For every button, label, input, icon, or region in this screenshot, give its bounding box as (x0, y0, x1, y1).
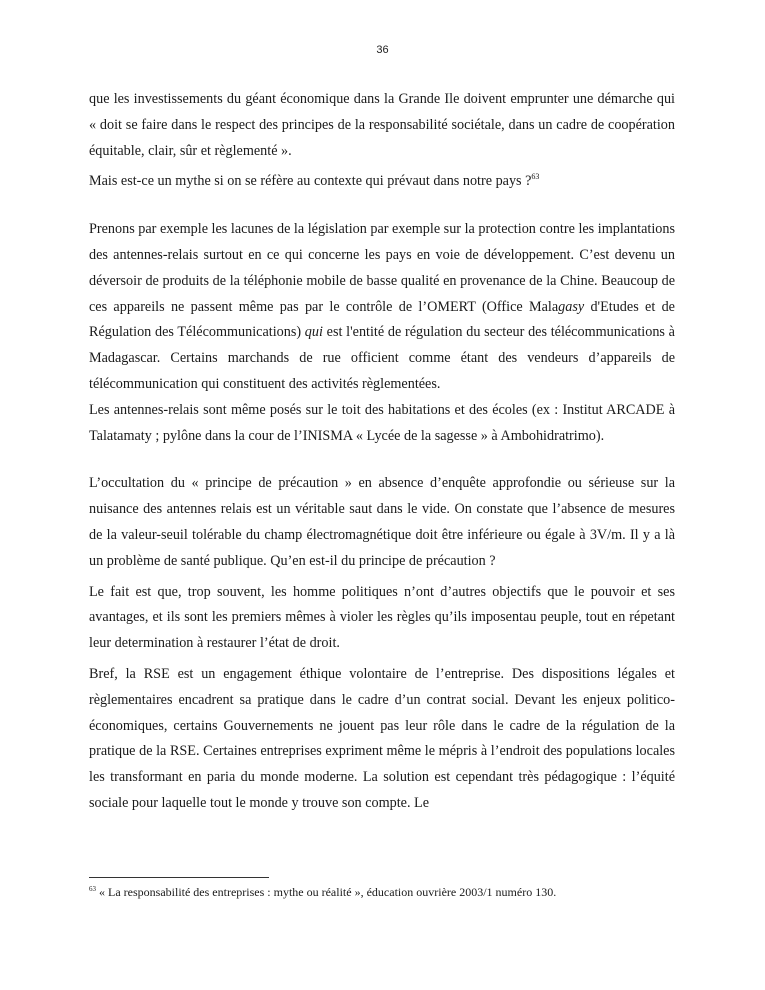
paragraph-3-text-e: est l'entité de régulation du secteur des télécommunications à Madagascar. Certains marchands de rue officient comme étant des vendeurs d’appareils de télécommunication qui constituent des activités règlementées. (89, 324, 675, 392)
paragraph-7: Bref, la RSE est un engagement éthique volontaire de l’entreprise. Des dispositions légales et règlementaires encadrent sa pratique dans le cadre d’un contrat social. Devant les enjeux politico-économiques, certains Gouvernements ne jouent pas leur rôle dans le cadre de la régulation de la pratique de la RSE. Certaines entreprises expriment même le mépris à l’endroit des populations locales les transformant en paria du monde moderne. La solution est cependant très pédagogique : l’équité sociale pour laquelle tout le monde y trouve son compte. Le (89, 665, 675, 811)
paragraph-4: Les antennes-relais sont même posés sur le toit des habitations et des écoles (ex : Institut ARCADE à Talatamaty ; pylône dans la cour de l’INISMA « Lycée de la sagesse » à Ambohidratrimo). (89, 401, 675, 444)
footnote-divider (89, 877, 269, 878)
paragraph-2-text: Mais est-ce un mythe si on se réfère au contexte qui prévaut dans notre pays ? (89, 173, 532, 190)
paragraph-2 (89, 169, 675, 195)
paragraph-3-italic-gasy: gasy (558, 298, 585, 315)
paragraph-6: Le fait est que, trop souvent, les homme politiques n’ont d’autres objectifs que le pouvoir et ses avantages, et ils sont les premiers mêmes à violer les règles qu’ils imposentau peuple, tout en répetant leur determination à restaurer l’état de droit. (89, 583, 675, 652)
paragraph-3-text-c: d'Etudes et de Régulation des Télécommunications) (89, 298, 675, 341)
paragraph-3 (89, 217, 675, 398)
page-number: 36 (376, 44, 389, 56)
footnote-number: 63 (89, 885, 96, 893)
paragraph-3-text-a: Prenons par exemple les lacunes de la législation par exemple sur la protection contre les implantations des antennes-relais surtout en ce qui concerne les pays en voie de développement. C’est devenu un déversoir de produits de la téléphonie mobile de basse qualité en provenance de la Chine. Beaucoup de ces appareils ne passent même pas par le contrôle de l’OMERT (Office Mala (89, 221, 675, 315)
body-text (89, 87, 675, 817)
paragraph-3-italic-qui: qui (304, 324, 323, 341)
footnote-ref-63[interactable]: 63 (531, 172, 540, 182)
paragraph-1: que les investissements du géant économique dans la Grande Ile doivent emprunter une démarche qui « doit se faire dans le respect des principes de la responsabilité sociétale, dans un cadre de coopération équitable, clair, sûr et règlementé ». (89, 91, 675, 159)
footnote-text: « La responsabilité des entreprises : mythe ou réalité », éducation ouvrière 2003/1 numéro 130. (96, 885, 557, 899)
paragraph-5: L’occultation du « principe de précaution » en absence d’enquête approfondie ou sérieuse sur la nuisance des antennes relais est un véritable saut dans le vide. On constate que l’absence de mesures de la valeur-seuil tolérable du champ électromagnétique doit être inférieure ou égale à 3V/m. Il y a là un problème de santé publique. Qu’en est-il du principe de précaution ? (89, 475, 675, 569)
footnote-63 (89, 884, 675, 900)
